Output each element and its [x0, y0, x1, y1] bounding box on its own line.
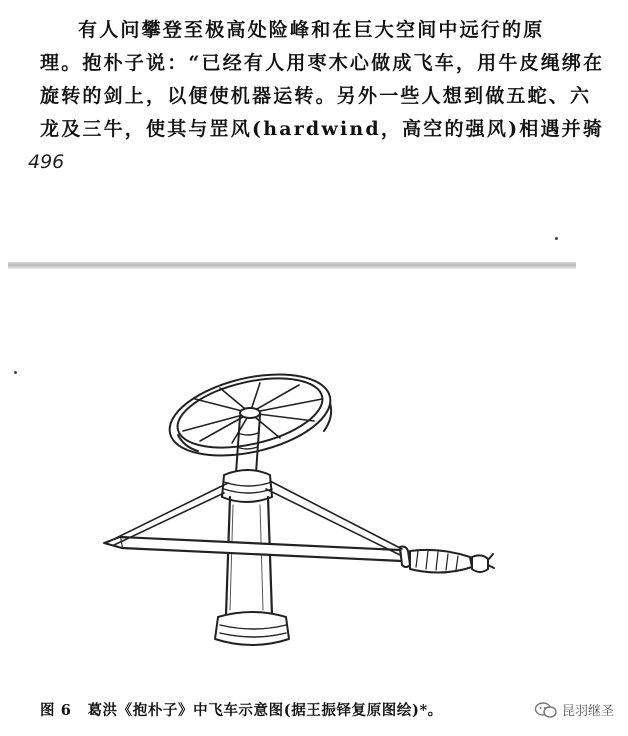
- page-number: 496: [28, 151, 65, 173]
- sword-grip: [410, 550, 472, 573]
- scan-speck: [555, 237, 558, 240]
- text-line-4: 龙及三牛，使其与罡风(hardwind，高空的强风)相遇并骑: [40, 118, 605, 140]
- binding-cord: [108, 483, 228, 545]
- text-line-2: 理。抱朴子说：“已经有人用枣木心做成飞车，用牛皮绳绑在: [40, 52, 605, 74]
- text-line-1: 有人问攀登至极高处险峰和在巨大空间中远行的原: [78, 19, 545, 41]
- wechat-icon: [534, 701, 558, 719]
- page-divider: [8, 262, 576, 269]
- book-text: [40, 14, 605, 146]
- figure-caption: [40, 699, 443, 720]
- rotor-hub: [240, 408, 260, 418]
- figure-label: 图 6: [40, 702, 72, 719]
- scan-speck: [14, 371, 17, 374]
- sword-pommel: [472, 555, 488, 572]
- watermark-text: 昆羽继圣: [561, 704, 614, 719]
- figure-caption-text: 葛洪《抱朴子》中飞车示意图(据王振铎复原图绘)*。: [87, 702, 443, 719]
- watermark: [534, 700, 614, 719]
- flying-car-illustration: [100, 355, 520, 680]
- text-line-3: 旋转的剑上，以便使机器运转。另外一些人想到做五蛇、六: [40, 85, 592, 107]
